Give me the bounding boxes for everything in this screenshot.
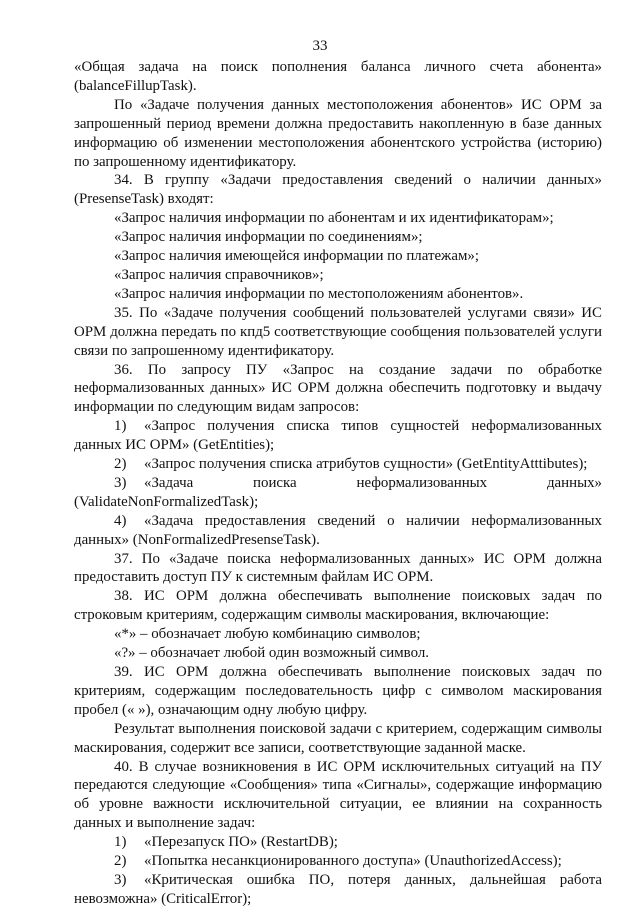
list36-item-4 — [74, 512, 602, 550]
list-text: «Критическая ошибка ПО, потеря данных, дальнейшая работа невозможна» (CriticalError); — [74, 871, 602, 907]
mask-question-item: «?» – обозначает любой один возможный символ. — [114, 645, 430, 662]
mask-asterisk-item: «*» – обозначает любую комбинацию символов; — [114, 626, 421, 643]
paragraph-36: 36. По запросу ПУ «Запрос на создание задачи по обработке неформализованных данных» ИС ОРМ должна обеспечить подготовку и выдачу информации по следующим видам запросов: — [74, 361, 602, 416]
list-number: 3) — [114, 871, 127, 888]
list40-item-2 — [74, 852, 602, 871]
paragraph-balance-task: «Общая задача на поиск пополнения баланса личного счета абонента» (balanceFillupTask). — [74, 59, 602, 94]
page-number: 33 — [312, 38, 328, 54]
list-text: «Запрос получения списка типов сущностей неформализованных данных ИС ОРМ» (GetEntities); — [74, 418, 602, 454]
list-number: 2) — [114, 853, 127, 870]
list-item-presense-5: «Запрос наличия информации по местоположениям абонентов». — [114, 285, 524, 302]
list-number: 2) — [114, 456, 127, 473]
list36-item-2 — [74, 455, 602, 474]
list-number: 3) — [114, 474, 127, 491]
paragraph-38: 38. ИС ОРМ должна обеспечивать выполнение поисковых задач по строковым критериям, содержащим символы маскирования, включающие: — [74, 588, 602, 624]
paragraph-35: 35. По «Задаче получения сообщений пользователей услугами связи» ИС ОРМ должна передать по кпд5 соответствующие сообщения пользователей услуги связи по запрошенному идентификатору. — [74, 304, 602, 359]
list-text: «Задача поиска неформализованных данных» (ValidateNonFormalizedTask); — [74, 474, 602, 510]
list-item-presense-2: «Запрос наличия информации по соединениям»; — [114, 229, 423, 246]
list-number: 1) — [114, 834, 127, 851]
list-item-presense-1: «Запрос наличия информации по абонентам и их идентификаторам»; — [114, 210, 554, 227]
paragraph-39: 39. ИС ОРМ должна обеспечивать выполнение поисковых задач по критериям, содержащим последовательность цифр с символом маскирования пробел (« »), означающим одну любую цифру. — [74, 664, 602, 718]
list40-item-3 — [74, 871, 602, 909]
list-text: «Запрос получения списка атрибутов сущности» (GetEntityAtttibutes); — [144, 456, 588, 473]
list-number: 1) — [114, 418, 127, 435]
list36-item-3 — [74, 474, 602, 512]
paragraph-34: 34. В группу «Задачи предоставления сведений о наличии данных» (PresenseTask) входят: — [74, 172, 602, 208]
list-text: «Задача предоставления сведений о наличии неформализованных данных» (NonFormalizedPresenseTask). — [74, 512, 602, 548]
paragraph-location-task: По «Задаче получения данных местоположения абонентов» ИС ОРМ за запрошенный период времени должна предоставить накопленную в базе данных информацию об изменении местоположения абонентского устройства (историю) по запрошенному идентификатору. — [74, 96, 602, 170]
list40-item-1 — [74, 833, 602, 852]
paragraph-40: 40. В случае возникновения в ИС ОРМ исключительных ситуаций на ПУ передаются следующие «Сообщения» типа «Сигналы», содержащие информацию об уровне важности исключительной ситуации, ее влиянии на сохранность данных и выполнение задач: — [74, 758, 602, 832]
list36-item-1 — [74, 417, 602, 455]
list-text: «Перезапуск ПО» (RestartDB); — [144, 834, 338, 851]
list-number: 4) — [114, 512, 127, 529]
document-body — [74, 58, 602, 909]
paragraph-37: 37. По «Задаче поиска неформализованных данных» ИС ОРМ должна предоставить доступ ПУ к системным файлам ИС ОРМ. — [74, 550, 602, 586]
list-item-presense-3: «Запрос наличия имеющейся информации по платежам»; — [114, 248, 479, 265]
list-text: «Попытка несанкционированного доступа» (UnauthorizedAccess); — [144, 853, 562, 870]
paragraph-result: Результат выполнения поисковой задачи с критерием, содержащим символы маскирования, содержит все записи, соответствующие заданной маске. — [74, 720, 602, 756]
list-item-presense-4: «Запрос наличия справочников»; — [114, 266, 324, 283]
